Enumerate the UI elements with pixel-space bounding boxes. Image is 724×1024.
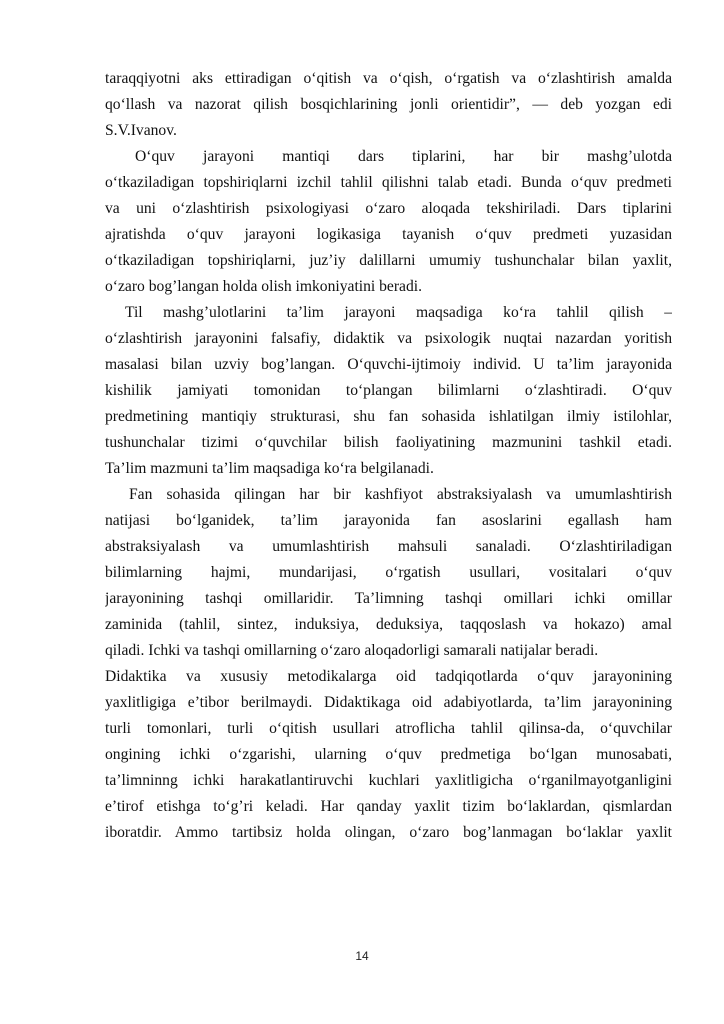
text-line: Til mashg’ulotlarini ta’lim jarayoni maqsadiga ko‘ra tahlil qilish – [125,304,672,321]
text-line: Didaktika va xususiy metodikalarga oid tadqiqotlarda o‘quv jarayonining [105,668,672,685]
text-line: taraqqiyotni aks ettiradigan o‘qitish va o‘qish, o‘rgatish va o‘zlashtirish amalda [105,70,672,87]
page-number: 14 [355,949,369,963]
paragraph-3 [105,300,672,482]
text-line: ajratishda o‘quv jarayoni logikasiga tayanish o‘quv predmeti yuzasidan [105,226,672,243]
text-line: S.V.Ivanov. [105,122,177,139]
text-line: turli tomonlari, turli o‘qitish usullari atroflicha tahlil qilinsa-da, o‘quvchilar [105,720,672,737]
text-line: bilimlarning hajmi, mundarijasi, o‘rgatish usullari, vositalari o‘quv [105,564,672,581]
text-line: o‘zaro bog’langan holda olish imkoniyatini beradi. [105,278,422,295]
text-line: jarayonining tashqi omillaridir. Ta’limning tashqi omillari ichki omillar [105,590,672,607]
text-line: o‘zlashtirish jarayonini falsafiy, didaktik va psixologik nuqtai nazardan yoritish [105,330,672,347]
text-line: ongining ichki o‘zgarishi, ularning o‘quv predmetiga bo‘lgan munosabati, [105,746,672,763]
paragraph-4 [105,482,672,664]
text-line: O‘quv jarayoni mantiqi dars tiplarini, har bir mashg’ulotda [135,148,672,165]
paragraph-2 [105,144,672,300]
paragraph-5 [105,664,672,846]
text-line: qo‘llash va nazorat qilish bosqichlarining jonli orientidir”, — deb yozgan edi [105,96,672,113]
paragraph-1 [105,66,672,144]
text-line: masalasi bilan uzviy bog’langan. O‘quvchi-ijtimoiy individ. U ta’lim jarayonida [105,356,672,373]
text-line: ta’limninng ichki harakatlantiruvchi kuchlari yaxlitligicha o‘rganilmayotganligini [105,772,672,789]
text-line: Fan sohasida qilingan har bir kashfiyot abstraksiyalash va umumlashtirish [129,486,672,503]
text-line: abstraksiyalash va umumlashtirish mahsuli sanaladi. O‘zlashtiriladigan [105,538,672,555]
document-page [105,66,672,846]
text-line: va uni o‘zlashtirish psixologiyasi o‘zaro aloqada tekshiriladi. Dars tiplarini [105,200,672,217]
text-line: natijasi bo‘lganidek, ta’lim jarayonida fan asoslarini egallash ham [105,512,672,529]
text-line: o‘tkaziladigan topshiriqlarni izchil tahlil qilishni talab etadi. Bunda o‘quv predmeti [105,174,672,191]
text-line: e’tirof etishga to‘g’ri keladi. Har qanday yaxlit tizim bo‘laklardan, qismlardan [105,798,672,815]
text-line: zaminida (tahlil, sintez, induksiya, deduksiya, taqqoslash va hokazo) amal [105,616,672,633]
text-line: kishilik jamiyati tomonidan to‘plangan bilimlarni o‘zlashtiradi. O‘quv [105,382,672,399]
text-line: yaxlitligiga e’tibor berilmaydi. Didaktikaga oid adabiyotlarda, ta’lim jarayonining [105,694,672,711]
text-line: o‘tkaziladigan topshiriqlarni, juz’iy dalillarni umumiy tushunchalar bilan yaxlit, [105,252,672,269]
text-line: qiladi. Ichki va tashqi omillarning o‘zaro aloqadorligi samarali natijalar beradi. [105,642,599,659]
text-line: tushunchalar tizimi o‘quvchilar bilish faoliyatining mazmunini tashkil etadi. [105,434,672,451]
text-line: predmetining mantiqiy strukturasi, shu fan sohasida ishlatilgan ilmiy istilohlar, [105,408,672,425]
text-line: Ta’lim mazmuni ta’lim maqsadiga ko‘ra belgilanadi. [105,460,434,477]
text-line: iboratdir. Ammo tartibsiz holda olingan, o‘zaro bog’lanmagan bo‘laklar yaxlit [105,824,672,841]
